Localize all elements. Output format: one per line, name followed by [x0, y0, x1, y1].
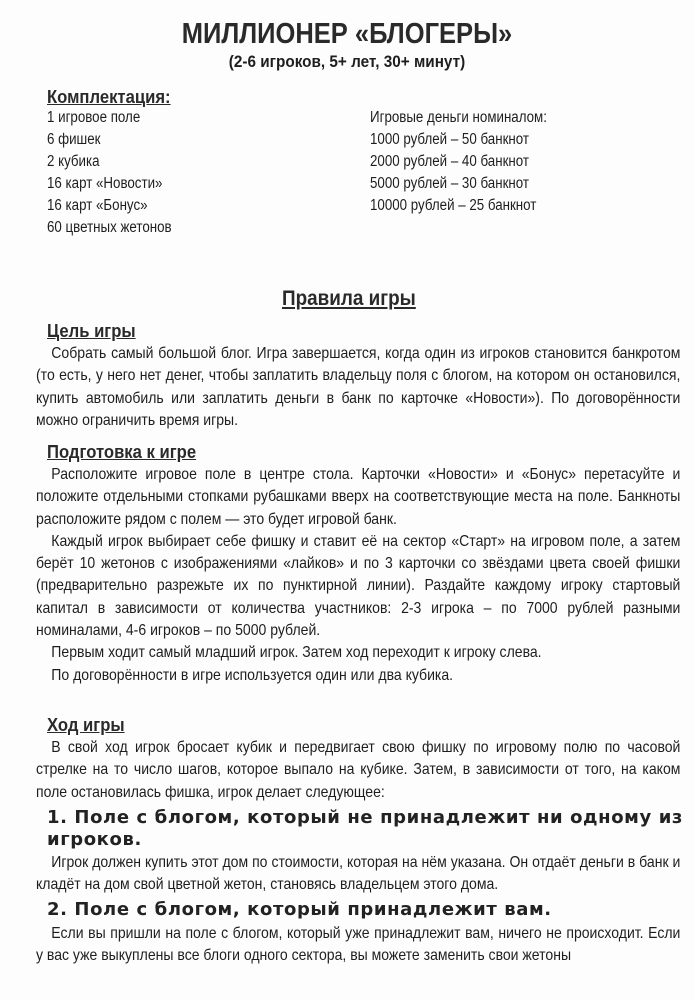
list-item: 10000 рублей – 25 банкнот — [370, 197, 537, 214]
paragraph: В свой ход игрок бросает кубик и передвигает свою фишку по игровому полю по часовой стрелке на то число шагов, которое выпало на кубике. Затем, в зависимости от того, на каком поле остановилась фишка, игрок делает следующее: — [36, 739, 681, 801]
paragraph: Первым ходит самый младший игрок. Затем ход переходит к игроку слева. — [51, 644, 542, 662]
setup-heading: Подготовка к игре — [47, 441, 197, 462]
goal-heading: Цель игры — [47, 320, 136, 341]
case-1-heading: 1. Поле с блогом, который не принадлежит ни одному из игроков. — [47, 807, 683, 850]
paragraph: Игрок должен купить этот дом по стоимости, которая на нём указана. Он отдаёт деньги в банк и кладёт на дом свой цветной жетон, становясь владельцем этого дома. — [36, 854, 681, 894]
paragraph: Собрать самый большой блог. Игра завершается, когда один из игроков становится банкротом (то есть, у него нет денег, чтобы заплатить владельцу поля с блогом, на котором он остановился, купить автомобиль или заплатить деньги в банк по карточке «Новости»). По договорённости можно ограничить время игры. — [36, 345, 681, 429]
paragraph: Расположите игровое поле в центре стола. Карточки «Новости» и «Бонус» перетасуйте и положите отдельными стопками рубашками вверх на соответствующие места на поле. Банкноты расположите рядом с полем — это будет игровой банк. — [36, 466, 681, 528]
list-item: 2 кубика — [47, 153, 100, 170]
list-item: 2000 рублей – 40 банкнот — [370, 153, 529, 170]
paragraph: По договорённости в игре используется один или два кубика. — [51, 666, 454, 684]
turn-heading: Ход игры — [47, 714, 125, 735]
turn-text — [36, 737, 680, 804]
page-subtitle: (2-6 игроков, 5+ лет, 30+ минут) — [228, 52, 466, 71]
page-title: МИЛЛИОНЕР «БЛОГЕРЫ» — [181, 18, 513, 50]
money-list — [370, 107, 547, 217]
contents-list — [47, 107, 172, 239]
list-item: 16 карт «Бонус» — [47, 197, 148, 214]
list-item: 5000 рублей – 30 банкнот — [370, 175, 529, 192]
list-item: 1000 рублей – 50 банкнот — [370, 131, 529, 148]
rules-heading: Правила игры — [282, 287, 416, 310]
list-item: 1 игровое поле — [47, 109, 141, 126]
list-item: 6 фишек — [47, 131, 101, 148]
case-1-text — [36, 852, 680, 897]
paragraph: Каждый игрок выбирает себе фишку и ставит её на сектор «Старт» на игровом поле, а затем берёт 10 жетонов с изображениями «лайков» и по 3 карточки со звёздами цвета своей фишки (предварительно разрежьте их по пунктирной линии). Раздайте каждому игроку стартовый капитал в зависимости от количества участников: 2-3 игрока – по 7000 рублей разными номиналами, 4-6 игроков – по 5000 рублей. — [36, 532, 681, 640]
contents-heading: Комплектация: — [47, 86, 171, 107]
goal-text — [36, 343, 680, 432]
case-2-heading: 2. Поле с блогом, который принадлежит вам. — [47, 899, 552, 920]
setup-text — [36, 464, 680, 687]
list-item: 16 карт «Новости» — [47, 175, 163, 192]
case-2-text — [36, 923, 680, 968]
list-item: Игровые деньги номиналом: — [370, 109, 547, 126]
list-item: 60 цветных жетонов — [47, 219, 172, 236]
paragraph: Если вы пришли на поле с блогом, который уже принадлежит вам, ничего не происходит. Если у вас уже выкуплены все блоги одного сектора, вы можете заменить свои жетоны — [36, 925, 681, 965]
